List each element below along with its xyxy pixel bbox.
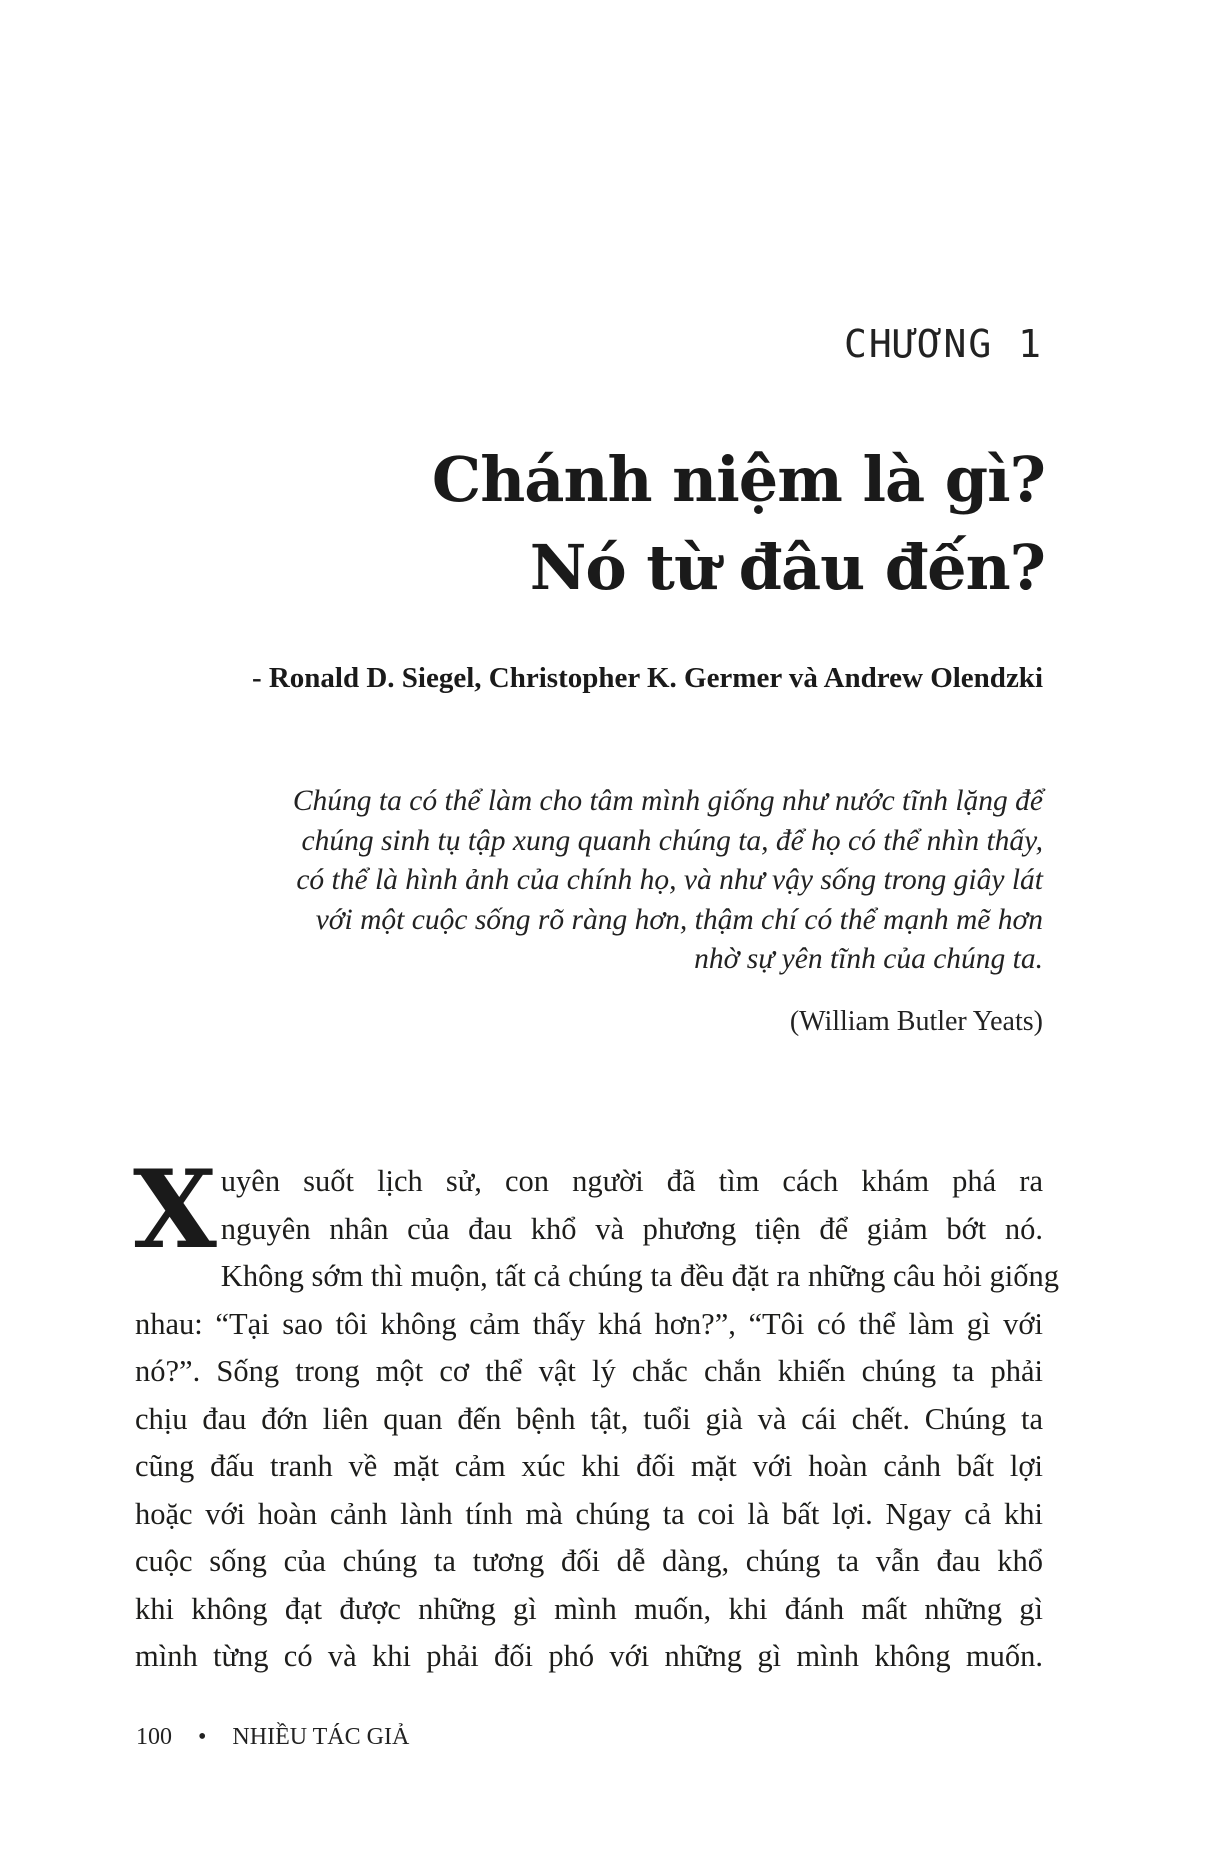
epigraph-line: Chúng ta có thể làm cho tâm mình giống như nước tĩnh lặng để xyxy=(292,785,1043,817)
page-number: 100 xyxy=(136,1724,172,1750)
epigraph-source: (William Butler Yeats) xyxy=(789,1006,1043,1037)
body-line: nó?”. Sống trong một cơ thể vật lý chắc chắn khiến chúng ta phải xyxy=(135,1354,1043,1388)
chapter-title-line-2: Nó từ đâu đến? xyxy=(529,531,1045,604)
epigraph-line: nhờ sự yên tĩnh của chúng ta. xyxy=(694,943,1043,975)
page-footer xyxy=(136,1724,409,1751)
body-line: chịu đau đớn liên quan đến bệnh tật, tuổi già và cái chết. Chúng ta xyxy=(135,1401,1043,1436)
epigraph-line: với một cuộc sống rõ ràng hơn, thậm chí có thể mạnh mẽ hơn xyxy=(315,903,1043,936)
chapter-authors: - Ronald D. Siegel, Christopher K. Germer và Andrew Olendzki xyxy=(251,662,1043,694)
body-line: hoặc với hoàn cảnh lành tính mà chúng ta coi là bất lợi. Ngay cả khi xyxy=(135,1496,1043,1531)
body-line: cũng đấu tranh về mặt cảm xúc khi đối mặt với hoàn cảnh bất lợi xyxy=(135,1449,1043,1483)
epigraph-line: có thể là hình ảnh của chính họ, và như vậy sống trong giây lát xyxy=(296,864,1043,896)
body-line: uyên suốt lịch sử, con người đã tìm cách khám phá ra xyxy=(220,1164,1043,1198)
body-line: cuộc sống của chúng ta tương đối dễ dàng, chúng ta vẫn đau khổ xyxy=(135,1544,1043,1578)
body-line: khi không đạt được những gì mình muốn, khi đánh mất những gì xyxy=(135,1591,1043,1626)
body-line: nhau: “Tại sao tôi không cảm thấy khá hơn?”, “Tôi có thể làm gì với xyxy=(135,1306,1043,1341)
body-paragraph xyxy=(133,1147,1059,1681)
chapter-label: CHƯƠNG 1 xyxy=(843,322,1043,366)
epigraph-line: chúng sinh tụ tập xung quanh chúng ta, để họ có thể nhìn thấy, xyxy=(301,824,1043,857)
epigraph xyxy=(223,782,1043,980)
body-line: mình từng có và khi phải đối phó với những gì mình không muốn. xyxy=(135,1639,1043,1673)
chapter-title xyxy=(245,436,1045,612)
chapter-title-line-1: Chánh niệm là gì? xyxy=(431,443,1045,516)
running-head: NHIỀU TÁC GIẢ xyxy=(232,1724,410,1750)
bullet-separator: • xyxy=(198,1724,207,1750)
drop-cap: X xyxy=(133,1147,217,1273)
body-line: nguyên nhân của đau khổ và phương tiện để giảm bớt nó. xyxy=(220,1211,1043,1246)
body-line: Không sớm thì muộn, tất cả chúng ta đều đặt ra những câu hỏi giống xyxy=(220,1259,1059,1293)
